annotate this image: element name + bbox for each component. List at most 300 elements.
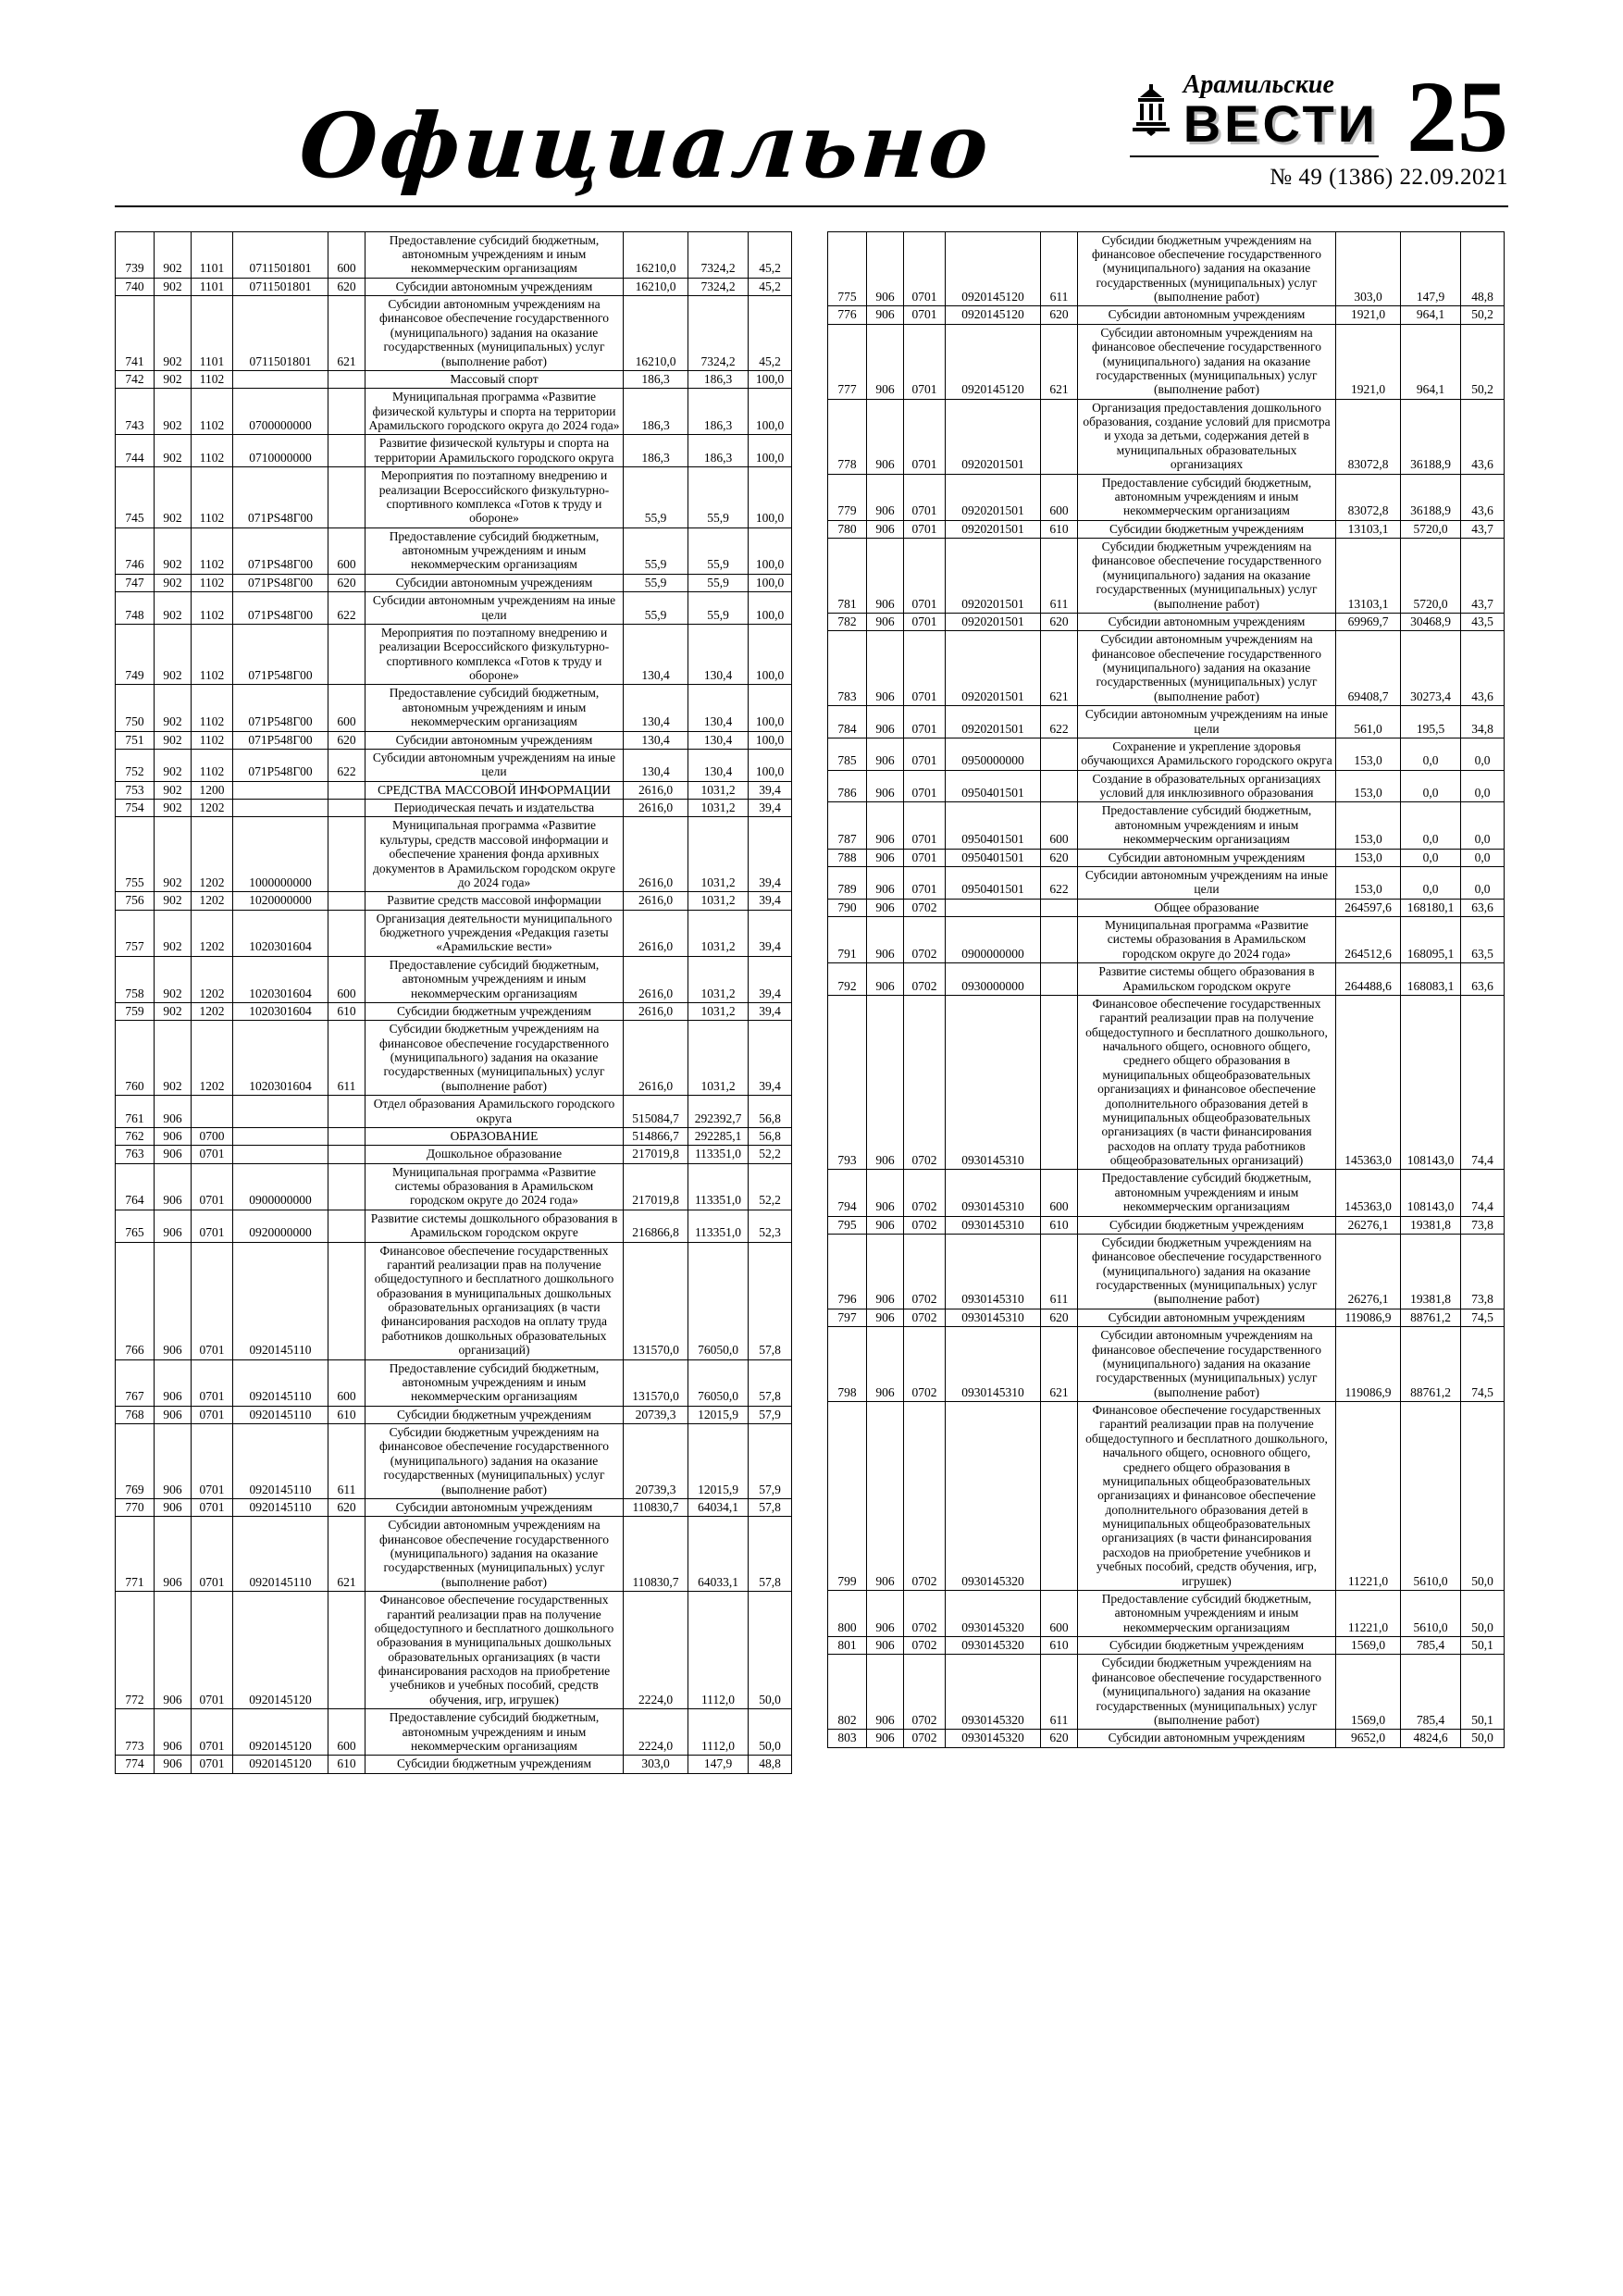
cell-grbs-code: 906 xyxy=(867,1309,904,1326)
cell-percent: 100,0 xyxy=(749,731,792,749)
cell-expense-name: Финансовое обеспечение государственных гарантий реализации прав на получение общедоступного и бесплатного дошкольного, начального общего, основного общего, среднего общего образования в муниципальных общеобразовательных организациях и финансовое обеспечение дополнительного образования детей в муниципальных общеобразовательных организациях (в части финансирования расходов на приобретение учебников и учебных пособий, средств обучения, игр, игрушек) xyxy=(1078,1402,1336,1591)
cell-target-article-code: 1020301604 xyxy=(233,1002,328,1020)
cell-row-number: 748 xyxy=(116,592,155,625)
cell-percent: 43,5 xyxy=(1461,613,1505,630)
budget-table-row xyxy=(116,1709,792,1756)
cell-target-article-code: 0930145310 xyxy=(946,1234,1041,1309)
cell-approved-amount: 186,3 xyxy=(624,435,688,467)
cell-row-number: 780 xyxy=(828,520,867,538)
cell-approved-amount: 13103,1 xyxy=(1336,539,1401,614)
cell-approved-amount: 1921,0 xyxy=(1336,324,1401,399)
cell-row-number: 783 xyxy=(828,631,867,706)
cell-row-number: 759 xyxy=(116,1002,155,1020)
budget-table-columns xyxy=(115,231,1508,1774)
cell-grbs-code: 906 xyxy=(867,802,904,849)
cell-executed-amount: 0,0 xyxy=(1401,770,1461,802)
cell-expense-type-code xyxy=(1041,917,1078,963)
budget-table-row xyxy=(116,1592,792,1709)
cell-row-number: 757 xyxy=(116,910,155,956)
cell-expense-type-code: 600 xyxy=(328,956,365,1002)
cell-approved-amount: 16210,0 xyxy=(624,296,688,371)
cell-expense-name: Финансовое обеспечение государственных гарантий реализации прав на получение общедоступного и бесплатного дошкольного образования в муниципальных дошкольных образовательных организациях (в части финансирования расходов на оплату труда работников дошкольных образовательных организаций) xyxy=(365,1242,624,1359)
cell-executed-amount: 130,4 xyxy=(688,685,749,731)
cell-approved-amount: 16210,0 xyxy=(624,278,688,295)
cell-approved-amount: 153,0 xyxy=(1336,738,1401,770)
cell-target-article-code: 0920145120 xyxy=(233,1592,328,1709)
budget-table-row xyxy=(116,731,792,749)
cell-target-article-code: 0711501801 xyxy=(233,296,328,371)
cell-grbs-code: 906 xyxy=(155,1242,192,1359)
cell-section-code: 0701 xyxy=(904,866,946,899)
cell-approved-amount: 145363,0 xyxy=(1336,995,1401,1170)
cell-executed-amount: 1112,0 xyxy=(688,1709,749,1756)
cell-expense-type-code: 621 xyxy=(1041,1327,1078,1402)
cell-grbs-code: 902 xyxy=(155,527,192,574)
cell-grbs-code: 906 xyxy=(867,1234,904,1309)
cell-percent: 74,4 xyxy=(1461,995,1505,1170)
cell-row-number: 774 xyxy=(116,1756,155,1773)
budget-table-row xyxy=(116,574,792,591)
budget-table-row xyxy=(828,738,1505,770)
cell-approved-amount: 153,0 xyxy=(1336,802,1401,849)
cell-approved-amount: 130,4 xyxy=(624,731,688,749)
cell-section-code: 0702 xyxy=(904,1730,946,1747)
cell-expense-type-code: 621 xyxy=(1041,324,1078,399)
cell-executed-amount: 12015,9 xyxy=(688,1406,749,1423)
cell-percent: 39,4 xyxy=(749,910,792,956)
cell-row-number: 778 xyxy=(828,399,867,474)
cell-expense-name: Муниципальная программа «Развитие физической культуры и спорта на территории Арамильского городского округа до 2024 года» xyxy=(365,389,624,435)
cell-expense-type-code: 622 xyxy=(328,592,365,625)
cell-approved-amount: 130,4 xyxy=(624,749,688,781)
cell-section-code: 1102 xyxy=(192,685,233,731)
cell-executed-amount: 30468,9 xyxy=(1401,613,1461,630)
cell-section-code: 0701 xyxy=(904,631,946,706)
budget-table-row xyxy=(828,995,1505,1170)
budget-table-row xyxy=(116,1242,792,1359)
cell-percent: 50,0 xyxy=(1461,1402,1505,1591)
cell-grbs-code: 906 xyxy=(867,995,904,1170)
cell-row-number: 769 xyxy=(116,1424,155,1499)
cell-approved-amount: 153,0 xyxy=(1336,866,1401,899)
cell-section-code: 0702 xyxy=(904,1637,946,1655)
budget-table-left-body xyxy=(116,231,792,1773)
budget-table-row xyxy=(116,749,792,781)
cell-executed-amount: 0,0 xyxy=(1401,738,1461,770)
cell-expense-name: Субсидии бюджетным учреждениям xyxy=(365,1406,624,1423)
cell-grbs-code: 906 xyxy=(155,1359,192,1406)
cell-executed-amount: 55,9 xyxy=(688,467,749,528)
budget-table-row xyxy=(116,1498,792,1516)
cell-grbs-code: 906 xyxy=(155,1163,192,1210)
budget-table-row xyxy=(828,399,1505,474)
cell-row-number: 786 xyxy=(828,770,867,802)
cell-expense-name: Субсидии автономным учреждениям xyxy=(1078,849,1336,866)
cell-executed-amount: 108143,0 xyxy=(1401,1170,1461,1216)
cell-approved-amount: 130,4 xyxy=(624,624,688,685)
cell-row-number: 799 xyxy=(828,1402,867,1591)
cell-expense-type-code xyxy=(328,1242,365,1359)
cell-approved-amount: 110830,7 xyxy=(624,1517,688,1592)
budget-table-row xyxy=(116,624,792,685)
cell-expense-type-code xyxy=(1041,899,1078,916)
cell-expense-name: Субсидии автономным учреждениям на иные цели xyxy=(1078,866,1336,899)
cell-approved-amount: 26276,1 xyxy=(1336,1234,1401,1309)
cell-executed-amount: 55,9 xyxy=(688,574,749,591)
cell-expense-type-code: 600 xyxy=(328,527,365,574)
budget-table-row xyxy=(116,956,792,1002)
cell-target-article-code: 071PS48Г00 xyxy=(233,592,328,625)
cell-row-number: 777 xyxy=(828,324,867,399)
budget-table-row xyxy=(828,1327,1505,1402)
cell-approved-amount: 20739,3 xyxy=(624,1424,688,1499)
budget-table-row xyxy=(828,1170,1505,1216)
budget-table-row xyxy=(116,435,792,467)
budget-table-row xyxy=(828,613,1505,630)
cell-grbs-code: 902 xyxy=(155,685,192,731)
cell-grbs-code: 906 xyxy=(155,1146,192,1163)
cell-approved-amount: 515084,7 xyxy=(624,1096,688,1128)
cell-percent: 39,4 xyxy=(749,956,792,1002)
cell-percent: 100,0 xyxy=(749,467,792,528)
cell-target-article-code: 0950401501 xyxy=(946,802,1041,849)
cell-section-code: 1102 xyxy=(192,389,233,435)
cell-section-code: 1101 xyxy=(192,296,233,371)
masthead-right xyxy=(1130,59,1508,191)
cell-expense-name: Предоставление субсидий бюджетным, автономным учреждениям и иным некоммерческим организациям xyxy=(1078,1590,1336,1636)
cell-grbs-code: 906 xyxy=(867,306,904,324)
cell-expense-name: Периодическая печать и издательства xyxy=(365,800,624,817)
cell-section-code: 0702 xyxy=(904,1216,946,1234)
budget-table-row xyxy=(828,539,1505,614)
cell-executed-amount: 186,3 xyxy=(688,435,749,467)
budget-table-row xyxy=(116,592,792,625)
cell-target-article-code: 1020301604 xyxy=(233,1021,328,1096)
cell-row-number: 788 xyxy=(828,849,867,866)
cell-expense-name: Муниципальная программа «Развитие системы образования в Арамильском городском округе до 2024 года» xyxy=(1078,917,1336,963)
cell-row-number: 745 xyxy=(116,467,155,528)
cell-expense-name: Предоставление субсидий бюджетным, автономным учреждениям и иным некоммерческим организациям xyxy=(365,956,624,1002)
cell-grbs-code: 906 xyxy=(155,1709,192,1756)
cell-expense-name: Субсидии бюджетным учреждениям xyxy=(1078,1637,1336,1655)
cell-executed-amount: 147,9 xyxy=(1401,231,1461,306)
cell-row-number: 744 xyxy=(116,435,155,467)
cell-executed-amount: 64034,1 xyxy=(688,1498,749,1516)
cell-section-code: 0701 xyxy=(192,1424,233,1499)
cell-expense-name: Субсидии автономным учреждениям xyxy=(1078,613,1336,630)
cell-approved-amount: 303,0 xyxy=(1336,231,1401,306)
budget-table-row xyxy=(828,1655,1505,1730)
cell-executed-amount: 130,4 xyxy=(688,624,749,685)
cell-row-number: 747 xyxy=(116,574,155,591)
cell-expense-type-code xyxy=(1041,770,1078,802)
cell-target-article-code: 0930145320 xyxy=(946,1590,1041,1636)
cell-expense-type-code: 622 xyxy=(1041,706,1078,738)
cell-executed-amount: 64033,1 xyxy=(688,1517,749,1592)
cell-approved-amount: 1921,0 xyxy=(1336,306,1401,324)
cell-approved-amount: 9652,0 xyxy=(1336,1730,1401,1747)
cell-approved-amount: 69969,7 xyxy=(1336,613,1401,630)
cell-percent: 100,0 xyxy=(749,749,792,781)
cell-percent: 74,5 xyxy=(1461,1327,1505,1402)
cell-expense-name: Субсидии автономным учреждениям на финансовое обеспечение государственного (муниципального) задания на оказание государственных (муниципальных) услуг (выполнение работ) xyxy=(1078,1327,1336,1402)
cell-grbs-code: 906 xyxy=(867,738,904,770)
cell-executed-amount: 1031,2 xyxy=(688,956,749,1002)
cell-expense-name: Субсидии автономным учреждениям на финансовое обеспечение государственного (муниципального) задания на оказание государственных (муниципальных) услуг (выполнение работ) xyxy=(1078,324,1336,399)
cell-approved-amount: 561,0 xyxy=(1336,706,1401,738)
cell-executed-amount: 186,3 xyxy=(688,389,749,435)
cell-expense-type-code: 600 xyxy=(1041,1590,1078,1636)
cell-expense-type-code: 611 xyxy=(328,1424,365,1499)
cell-expense-type-code: 611 xyxy=(328,1021,365,1096)
cell-row-number: 775 xyxy=(828,231,867,306)
cell-percent: 39,4 xyxy=(749,781,792,799)
cell-expense-type-code: 611 xyxy=(1041,231,1078,306)
cell-section-code: 0702 xyxy=(904,1234,946,1309)
cell-grbs-code: 906 xyxy=(867,324,904,399)
cell-section-code: 0702 xyxy=(904,995,946,1170)
cell-expense-type-code: 610 xyxy=(1041,1637,1078,1655)
cell-row-number: 740 xyxy=(116,278,155,295)
cell-executed-amount: 36188,9 xyxy=(1401,399,1461,474)
cell-section-code: 0702 xyxy=(904,899,946,916)
cell-target-article-code: 0920201501 xyxy=(946,631,1041,706)
cell-grbs-code: 906 xyxy=(867,474,904,520)
cell-row-number: 803 xyxy=(828,1730,867,1747)
cell-grbs-code: 902 xyxy=(155,624,192,685)
cell-expense-name: Субсидии бюджетным учреждениям xyxy=(1078,520,1336,538)
cell-expense-name: Финансовое обеспечение государственных гарантий реализации прав на получение общедоступного и бесплатного дошкольного образования в муниципальных дошкольных образовательных организациях (в части финансирования расходов на приобретение учебников и учебных пособий, средств обучения, игр, игрушек) xyxy=(365,1592,624,1709)
cell-row-number: 739 xyxy=(116,231,155,278)
cell-expense-type-code: 620 xyxy=(1041,306,1078,324)
cell-section-code: 0701 xyxy=(192,1709,233,1756)
cell-target-article-code: 0700000000 xyxy=(233,389,328,435)
cell-section-code: 1102 xyxy=(192,467,233,528)
cell-executed-amount: 1031,2 xyxy=(688,910,749,956)
cell-grbs-code: 906 xyxy=(867,1327,904,1402)
cell-expense-type-code xyxy=(328,910,365,956)
cell-target-article-code xyxy=(233,1127,328,1145)
cell-expense-type-code xyxy=(1041,995,1078,1170)
budget-table-row xyxy=(828,520,1505,538)
cell-target-article-code: 0920201501 xyxy=(946,399,1041,474)
cell-section-code: 0701 xyxy=(192,1242,233,1359)
cell-row-number: 766 xyxy=(116,1242,155,1359)
budget-table-row xyxy=(116,781,792,799)
cell-approved-amount: 264597,6 xyxy=(1336,899,1401,916)
cell-percent: 48,8 xyxy=(749,1756,792,1773)
cell-row-number: 741 xyxy=(116,296,155,371)
cell-expense-name: Субсидии автономным учреждениям xyxy=(365,1498,624,1516)
cell-row-number: 751 xyxy=(116,731,155,749)
cell-approved-amount: 264488,6 xyxy=(1336,963,1401,996)
cell-row-number: 764 xyxy=(116,1163,155,1210)
brand-name-top: Арамильские xyxy=(1183,70,1334,99)
cell-approved-amount: 1569,0 xyxy=(1336,1655,1401,1730)
cell-row-number: 796 xyxy=(828,1234,867,1309)
cell-grbs-code: 906 xyxy=(155,1210,192,1242)
cell-executed-amount: 130,4 xyxy=(688,731,749,749)
budget-table-left xyxy=(115,231,792,1774)
cell-grbs-code: 906 xyxy=(155,1406,192,1423)
cell-row-number: 802 xyxy=(828,1655,867,1730)
cell-expense-name: Создание в образовательных организациях условий для инклюзивного образования xyxy=(1078,770,1336,802)
cell-percent: 63,6 xyxy=(1461,963,1505,996)
cell-expense-type-code: 611 xyxy=(1041,539,1078,614)
cell-section-code: 1102 xyxy=(192,592,233,625)
cell-section-code: 0701 xyxy=(192,1359,233,1406)
budget-table-row xyxy=(116,892,792,910)
cell-approved-amount: 20739,3 xyxy=(624,1406,688,1423)
cell-row-number: 760 xyxy=(116,1021,155,1096)
cell-executed-amount: 4824,6 xyxy=(1401,1730,1461,1747)
cell-grbs-code: 906 xyxy=(867,1216,904,1234)
cell-row-number: 743 xyxy=(116,389,155,435)
cell-section-code: 0701 xyxy=(192,1163,233,1210)
budget-table-row xyxy=(828,770,1505,802)
cell-percent: 50,0 xyxy=(1461,1590,1505,1636)
cell-percent: 52,2 xyxy=(749,1146,792,1163)
cell-row-number: 753 xyxy=(116,781,155,799)
cell-section-code: 1102 xyxy=(192,527,233,574)
cell-row-number: 784 xyxy=(828,706,867,738)
masthead xyxy=(115,59,1508,207)
cell-section-code: 1202 xyxy=(192,1021,233,1096)
cell-executed-amount: 195,5 xyxy=(1401,706,1461,738)
cell-executed-amount: 36188,9 xyxy=(1401,474,1461,520)
cell-executed-amount: 12015,9 xyxy=(688,1424,749,1499)
cell-executed-amount: 108143,0 xyxy=(1401,995,1461,1170)
budget-table-row xyxy=(116,231,792,278)
cell-row-number: 761 xyxy=(116,1096,155,1128)
cell-percent: 0,0 xyxy=(1461,866,1505,899)
cell-expense-type-code: 621 xyxy=(328,296,365,371)
cell-percent: 63,6 xyxy=(1461,899,1505,916)
cell-percent: 43,7 xyxy=(1461,539,1505,614)
cell-percent: 57,8 xyxy=(749,1498,792,1516)
cell-section-code: 0701 xyxy=(192,1210,233,1242)
cell-approved-amount: 145363,0 xyxy=(1336,1170,1401,1216)
cell-target-article-code: 0710000000 xyxy=(233,435,328,467)
cell-percent: 52,3 xyxy=(749,1210,792,1242)
cell-approved-amount: 13103,1 xyxy=(1336,520,1401,538)
cell-grbs-code: 906 xyxy=(867,539,904,614)
cell-expense-type-code: 600 xyxy=(1041,1170,1078,1216)
cell-percent: 100,0 xyxy=(749,370,792,388)
cell-target-article-code: 1020301604 xyxy=(233,956,328,1002)
cell-approved-amount: 131570,0 xyxy=(624,1359,688,1406)
cell-executed-amount: 88761,2 xyxy=(1401,1309,1461,1326)
cell-target-article-code: 0930145310 xyxy=(946,1170,1041,1216)
budget-table-row xyxy=(828,306,1505,324)
cell-target-article-code: 071PS48Г00 xyxy=(233,467,328,528)
cell-expense-type-code: 610 xyxy=(328,1756,365,1773)
cell-percent: 57,8 xyxy=(749,1242,792,1359)
cell-row-number: 767 xyxy=(116,1359,155,1406)
cell-percent: 0,0 xyxy=(1461,770,1505,802)
cell-section-code: 0701 xyxy=(904,770,946,802)
cell-expense-name: Муниципальная программа «Развитие культуры, средств массовой информации и обеспечение хранения фонда архивных документов в Арамильском городском округе до 2024 года» xyxy=(365,817,624,892)
cell-expense-type-code xyxy=(328,1146,365,1163)
cell-expense-type-code: 600 xyxy=(328,1359,365,1406)
cell-row-number: 787 xyxy=(828,802,867,849)
cell-expense-name: Субсидии автономным учреждениям xyxy=(365,278,624,295)
budget-table-row xyxy=(116,1021,792,1096)
budget-table-row xyxy=(828,1730,1505,1747)
cell-expense-name: Развитие системы дошкольного образования в Арамильском городском округе xyxy=(365,1210,624,1242)
cell-section-code: 0701 xyxy=(904,306,946,324)
budget-table-row xyxy=(116,1127,792,1145)
cell-target-article-code: 0920145110 xyxy=(233,1517,328,1592)
cell-section-code: 0701 xyxy=(904,613,946,630)
cell-percent: 100,0 xyxy=(749,624,792,685)
cell-expense-name: Субсидии автономным учреждениям xyxy=(1078,1309,1336,1326)
cell-expense-type-code: 611 xyxy=(1041,1234,1078,1309)
cell-approved-amount: 217019,8 xyxy=(624,1163,688,1210)
cell-percent: 0,0 xyxy=(1461,738,1505,770)
budget-table-row xyxy=(116,1210,792,1242)
cell-grbs-code: 902 xyxy=(155,800,192,817)
cell-executed-amount: 55,9 xyxy=(688,527,749,574)
cell-percent: 43,7 xyxy=(1461,520,1505,538)
cell-expense-name: Субсидии бюджетным учреждениям на финансовое обеспечение государственного (муниципального) задания на оказание государственных (муниципальных) услуг (выполнение работ) xyxy=(1078,1234,1336,1309)
budget-table-row xyxy=(828,631,1505,706)
cell-percent: 57,8 xyxy=(749,1517,792,1592)
cell-expense-type-code xyxy=(328,1592,365,1709)
budget-table-row xyxy=(828,474,1505,520)
cell-grbs-code: 906 xyxy=(867,899,904,916)
cell-target-article-code: 0920000000 xyxy=(233,1210,328,1242)
cell-expense-name: Дошкольное образование xyxy=(365,1146,624,1163)
cell-expense-type-code: 622 xyxy=(328,749,365,781)
cell-executed-amount: 88761,2 xyxy=(1401,1327,1461,1402)
cell-expense-type-code: 600 xyxy=(328,1709,365,1756)
cell-percent: 100,0 xyxy=(749,389,792,435)
budget-table-right-body xyxy=(828,231,1505,1747)
cell-executed-amount: 113351,0 xyxy=(688,1210,749,1242)
cell-expense-name: СРЕДСТВА МАССОВОЙ ИНФОРМАЦИИ xyxy=(365,781,624,799)
cell-executed-amount: 1112,0 xyxy=(688,1592,749,1709)
cell-percent: 45,2 xyxy=(749,231,792,278)
cell-expense-type-code xyxy=(328,467,365,528)
cell-grbs-code: 902 xyxy=(155,592,192,625)
cell-row-number: 776 xyxy=(828,306,867,324)
cell-expense-type-code: 621 xyxy=(1041,631,1078,706)
budget-table-row xyxy=(116,1756,792,1773)
cell-target-article-code: 0920145120 xyxy=(946,231,1041,306)
cell-approved-amount: 216866,8 xyxy=(624,1210,688,1242)
cell-executed-amount: 7324,2 xyxy=(688,231,749,278)
cell-grbs-code: 906 xyxy=(867,770,904,802)
cell-grbs-code: 906 xyxy=(867,1655,904,1730)
cell-executed-amount: 5720,0 xyxy=(1401,520,1461,538)
cell-executed-amount: 964,1 xyxy=(1401,324,1461,399)
cell-percent: 39,4 xyxy=(749,892,792,910)
cell-expense-type-code: 620 xyxy=(1041,613,1078,630)
cell-section-code: 0702 xyxy=(904,917,946,963)
cell-approved-amount: 2616,0 xyxy=(624,781,688,799)
cell-row-number: 779 xyxy=(828,474,867,520)
cell-percent: 100,0 xyxy=(749,574,792,591)
cell-row-number: 749 xyxy=(116,624,155,685)
cell-expense-name: Субсидии автономным учреждениям на иные цели xyxy=(365,749,624,781)
cell-target-article-code: 0920145120 xyxy=(233,1756,328,1773)
cell-executed-amount: 1031,2 xyxy=(688,892,749,910)
budget-table-row xyxy=(828,706,1505,738)
cell-expense-type-code: 600 xyxy=(1041,474,1078,520)
cell-target-article-code: 0930145310 xyxy=(946,1327,1041,1402)
cell-grbs-code: 906 xyxy=(867,613,904,630)
